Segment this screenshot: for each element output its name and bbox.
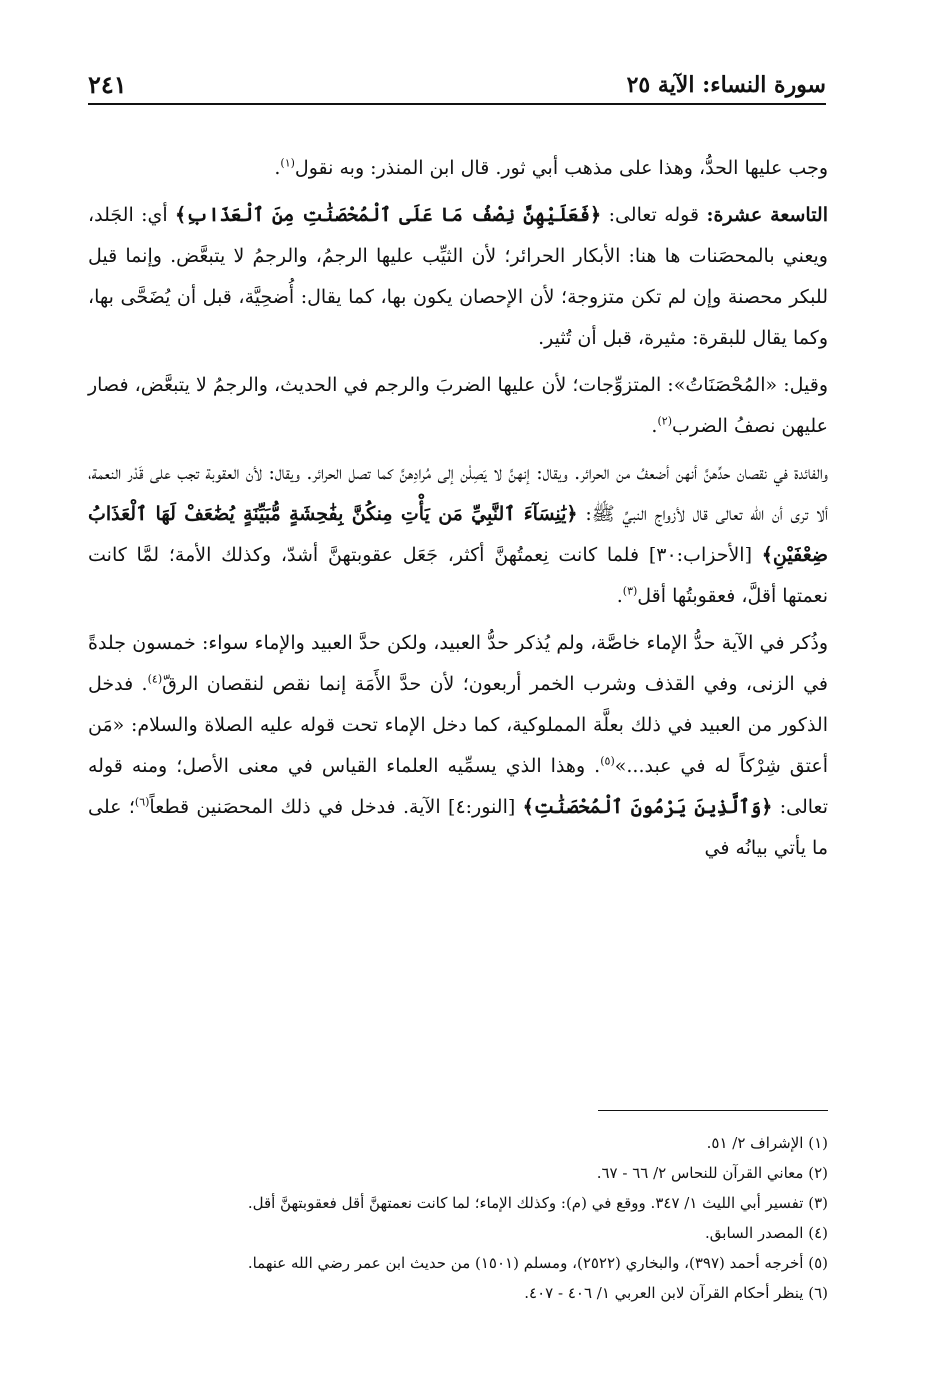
paragraph: وذُكر في الآية حدُّ الإماء خاصَّة، ولم يُذكر حدُّ العبيد، ولكن حدَّ العبيد والإماء سواء: خمسون جلدةً في الزنى، وفي القذف وشرب الخمر أربعون؛ لأن حدَّ الأَمَة إنما نقص لنقصان الرقّ$^{(٤)}$. فدخل الذكور من العبيد في ذلك بعلَّة المملوكية، كما دخل الإماء تحت قوله عليه الصلاة والسلام: «مَن أعتق شِرْكاً له في عبد...»$^{(٥)}$. وهذا الذي يسمِّيه العلماء القياس في معنى الأصل؛ ومنه قوله تعالى: ﴿وَٱلَّذِينَ يَرْمُونَ ٱلْمُحْصَنَٰتِ﴾ [النور:٤] الآية. فدخل في ذلك المحصَنين قطعاً$^{(٦)}$؛ على ما يأتي بيانُه في [88,632,829,859]
quran-verse: ﴿فَعَلَيْهِنَّ نِصْفُ مَا عَلَى ٱلْمُحْصَنَٰتِ مِنَ ٱلْعَذَابِ﴾ [175,204,602,226]
quran-verse: ﴿وَٱلَّذِينَ يَرْمُونَ ٱلْمُحْصَنَٰتِ﴾ [522,796,773,818]
section-heading: التاسعة عشرة: [706,204,828,226]
footnote-ref: (٣) [622,584,638,598]
footnotes [88,1128,828,1308]
header-rule [88,103,826,105]
paragraph: وقيل: «المُحْصَنَاتُ»: المتزوِّجات؛ لأن عليها الضربَ والرجم في الحديث، والرجمُ لا يتبعَّض، فصار عليهن نصفُ الضرب$^{(٢)}$. [88,374,828,437]
quran-verse: ﴿يَٰنِسَآءَ ٱلنَّبِيِّ مَن يَأْتِ مِنكُنَّ بِفَٰحِشَةٍ مُّبَيِّنَةٍ يُضَٰعَفْ لَهَا ٱلْعَذَابُ ضِعْفَيْنِ﴾ [88,503,828,566]
footnote-ref: (١) [280,156,295,170]
footnote: (٢) معاني القرآن للنحاس ٢/ ٦٦ - ٦٧. [596,1164,828,1182]
footnote-rule [598,1110,828,1111]
footnote-ref: (٥) [600,754,615,768]
footnote-ref: (٤) [147,672,163,686]
footnote-ref: (٢) [657,414,672,428]
footnote: (٦) ينظر أحكام القرآن لابن العربي ١/ ٤٠٦ - ٤٠٧. [524,1284,828,1302]
body-text [88,148,828,869]
paragraph: والفائدة في نقصان حدِّهنَّ أنهن أضعفُ من الحرائر. ويقال: إنهنَّ لا يَصِلْن إلى مُرادِهنَّ كما تصل الحرائر. ويقال: لأن العقوبة تجب على قَدْر النعمة، ألا ترى أن الله تعالى قال لأزواج النبيِّ ﷺ: ﴿يَٰنِسَآءَ ٱلنَّبِيِّ مَن يَأْتِ مِنكُنَّ بِفَٰحِشَةٍ مُّبَيِّنَةٍ يُضَٰعَفْ لَهَا ٱلْعَذَابُ ضِعْفَيْنِ﴾ [الأحزاب:٣٠] فلما كانت نِعمتُهنَّ أكثر، جَعَل عقوبتهنَّ أشدّ، وكذلك الأمة؛ لمَّا كانت نعمتها أقلَّ، فعقوبتُها أقل$^{(٣)}$. [88,462,828,607]
page-number: ٢٤١ [88,70,127,99]
footnote: (١) الإشراف ٢/ ٥١. [706,1134,828,1152]
paragraph: وجب عليها الحدُّ، وهذا على مذهب أبي ثور. قال ابن المنذر: وبه نقول$^{(١)}$. [274,156,828,179]
page-header [88,70,826,104]
paragraph: التاسعة عشرة: قوله تعالى: ﴿فَعَلَيْهِنَّ نِصْفُ مَا عَلَى ٱلْمُحْصَنَٰتِ مِنَ ٱلْعَذَابِ﴾ أي: الجَلد، ويعني بالمحصَنات ها هنا: الأبكار الحرائر؛ لأن الثيِّب عليها الرجمُ، والرجمُ لا يتبعَّض. وإنما قيل للبكر محصنة وإن لم تكن متزوجة؛ لأن الإحصان يكون بها، كما يقال: أُضحِيَّة، قبل أن يُضَحَّى بها، وكما يقال للبقرة: مثيرة، قبل أن تُثير. [88,204,828,349]
running-head: سورة النساء: الآية ٢٥ [626,72,826,98]
footnote-ref: (٦) [134,795,150,809]
footnote: (٣) تفسير أبي الليث ١/ ٣٤٧. ووقع في (م): وكذلك الإماء؛ لما كانت نعمتهنَّ أقل فعقوبتهنَّ أقل. [247,1194,828,1212]
footnote: (٤) المصدر السابق. [705,1224,828,1242]
footnote: (٥) أخرجه أحمد (٣٩٧)، والبخاري (٢٥٢٢)، ومسلم (١٥٠١) من حديث ابن عمر رضي الله عنهما. [247,1254,828,1272]
